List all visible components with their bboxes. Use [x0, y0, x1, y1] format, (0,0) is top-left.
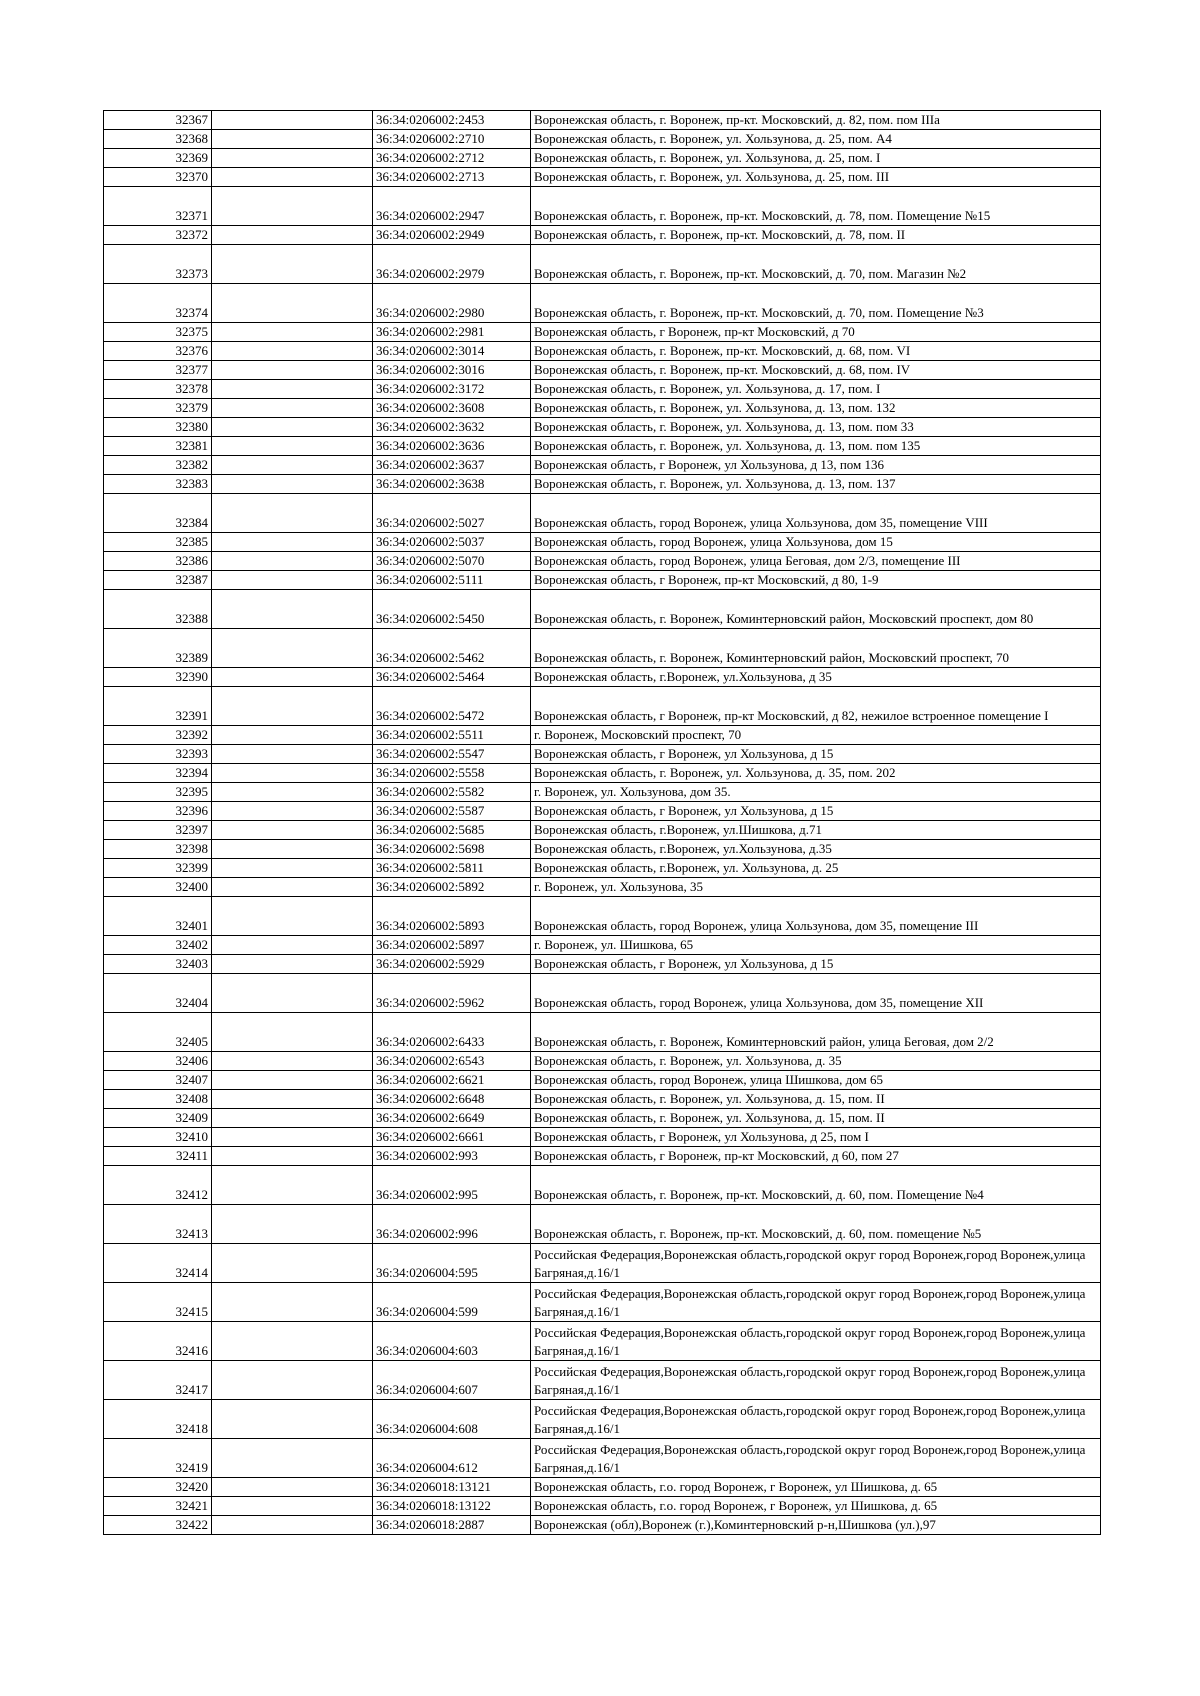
address-cell: Воронежская область, г. Воронеж, ул. Хользунова, д. 25, пом. III: [531, 168, 1101, 187]
address-cell: Воронежская область, г Воронеж, пр-кт Московский, д 82, нежилое встроенное помещение I: [531, 687, 1101, 726]
row-number-cell: 32386: [104, 552, 212, 571]
table-row: [104, 974, 1101, 1013]
empty-cell: [212, 1516, 373, 1535]
row-number-cell: 32384: [104, 494, 212, 533]
table-row: [104, 936, 1101, 955]
empty-cell: [212, 1478, 373, 1497]
empty-cell: [212, 494, 373, 533]
cadastral-number-cell: 36:34:0206002:5811: [373, 859, 531, 878]
empty-cell: [212, 149, 373, 168]
cadastral-number-cell: 36:34:0206004:603: [373, 1322, 531, 1361]
row-number-cell: 32390: [104, 668, 212, 687]
address-cell: Воронежская область, г. Воронеж, ул. Хользунова, д. 25, пом. А4: [531, 130, 1101, 149]
empty-cell: [212, 955, 373, 974]
empty-cell: [212, 187, 373, 226]
cadastral-number-cell: 36:34:0206002:5962: [373, 974, 531, 1013]
row-number-cell: 32367: [104, 111, 212, 130]
table-row: [104, 1244, 1101, 1283]
empty-cell: [212, 1109, 373, 1128]
empty-cell: [212, 821, 373, 840]
empty-cell: [212, 974, 373, 1013]
cadastral-number-cell: 36:34:0206018:13122: [373, 1497, 531, 1516]
cadastral-number-cell: 36:34:0206004:595: [373, 1244, 531, 1283]
row-number-cell: 32373: [104, 245, 212, 284]
table-row: [104, 590, 1101, 629]
cadastral-number-cell: 36:34:0206002:3638: [373, 475, 531, 494]
row-number-cell: 32381: [104, 437, 212, 456]
table-row: [104, 1283, 1101, 1322]
table-row: [104, 1361, 1101, 1400]
address-cell: Воронежская область, г. Воронеж, пр-кт. Московский, д. 70, пом. Магазин №2: [531, 245, 1101, 284]
row-number-cell: 32409: [104, 1109, 212, 1128]
empty-cell: [212, 897, 373, 936]
row-number-cell: 32410: [104, 1128, 212, 1147]
cadastral-number-cell: 36:34:0206002:5698: [373, 840, 531, 859]
empty-cell: [212, 571, 373, 590]
cadastral-number-cell: 36:34:0206002:3637: [373, 456, 531, 475]
cadastral-number-cell: 36:34:0206002:2981: [373, 323, 531, 342]
empty-cell: [212, 936, 373, 955]
table-row: [104, 1322, 1101, 1361]
table-row: [104, 687, 1101, 726]
address-cell: Воронежская область, г. Воронеж, пр-кт. Московский, д. 60, пом. помещение №5: [531, 1205, 1101, 1244]
table-row: [104, 187, 1101, 226]
empty-cell: [212, 533, 373, 552]
cadastral-number-cell: 36:34:0206002:5893: [373, 897, 531, 936]
cadastral-number-cell: 36:34:0206004:599: [373, 1283, 531, 1322]
address-cell: Воронежская область, г. Воронеж, пр-кт. Московский, д. 78, пом. Помещение №15: [531, 187, 1101, 226]
table-row: [104, 284, 1101, 323]
table-row: [104, 361, 1101, 380]
table-row: [104, 1166, 1101, 1205]
cadastral-number-cell: 36:34:0206002:5582: [373, 783, 531, 802]
table-row: [104, 1400, 1101, 1439]
table-row: [104, 437, 1101, 456]
row-number-cell: 32422: [104, 1516, 212, 1535]
cadastral-number-cell: 36:34:0206002:5027: [373, 494, 531, 533]
table-row: [104, 168, 1101, 187]
table-row: [104, 399, 1101, 418]
empty-cell: [212, 1244, 373, 1283]
empty-cell: [212, 783, 373, 802]
cadastral-number-cell: 36:34:0206002:6648: [373, 1090, 531, 1109]
address-cell: Воронежская область, г. Воронеж, ул. Хользунова, д. 17, пом. I: [531, 380, 1101, 399]
address-cell: Воронежская область, город Воронеж, улица Беговая, дом 2/3, помещение III: [531, 552, 1101, 571]
address-cell: Воронежская область, г. Воронеж, ул. Хользунова, д. 13, пом. 132: [531, 399, 1101, 418]
empty-cell: [212, 1128, 373, 1147]
row-number-cell: 32378: [104, 380, 212, 399]
empty-cell: [212, 552, 373, 571]
empty-cell: [212, 1147, 373, 1166]
empty-cell: [212, 840, 373, 859]
address-cell: Воронежская область, г.Воронеж, ул.Шишкова, д.71: [531, 821, 1101, 840]
cadastral-number-cell: 36:34:0206018:2887: [373, 1516, 531, 1535]
address-cell: Воронежская область, г. Воронеж, пр-кт. Московский, д. 78, пом. II: [531, 226, 1101, 245]
document-page: [103, 110, 1100, 1535]
address-cell: Воронежская область, город Воронеж, улица Хользунова, дом 35, помещение VIII: [531, 494, 1101, 533]
address-cell: Воронежская область, г. Воронеж, пр-кт. Московский, д. 68, пом. VI: [531, 342, 1101, 361]
row-number-cell: 32403: [104, 955, 212, 974]
table-row: [104, 1497, 1101, 1516]
row-number-cell: 32389: [104, 629, 212, 668]
address-cell: Воронежская область, город Воронеж, улица Хользунова, дом 35, помещение III: [531, 897, 1101, 936]
address-cell: Воронежская область, город Воронеж, улица Шишкова, дом 65: [531, 1071, 1101, 1090]
table-row: [104, 323, 1101, 342]
cadastral-number-cell: 36:34:0206018:13121: [373, 1478, 531, 1497]
address-cell: г. Воронеж, ул. Шишкова, 65: [531, 936, 1101, 955]
row-number-cell: 32375: [104, 323, 212, 342]
table-row: [104, 226, 1101, 245]
address-cell: Воронежская область, г. Воронеж, ул. Хользунова, д. 15, пом. II: [531, 1109, 1101, 1128]
cadastral-number-cell: 36:34:0206002:2949: [373, 226, 531, 245]
empty-cell: [212, 130, 373, 149]
address-cell: Воронежская область, г Воронеж, ул Хользунова, д 15: [531, 802, 1101, 821]
address-cell: Российская Федерация,Воронежская область,городской округ город Воронеж,город Воронеж,улица Багряная,д.16/1: [531, 1283, 1101, 1322]
cadastral-number-cell: 36:34:0206002:3014: [373, 342, 531, 361]
empty-cell: [212, 629, 373, 668]
address-cell: Воронежская область, г. Воронеж, пр-кт. Московский, д. 82, пом. пом IIIa: [531, 111, 1101, 130]
address-cell: Воронежская область, г.Воронеж, ул.Хользунова, д 35: [531, 668, 1101, 687]
table-row: [104, 245, 1101, 284]
empty-cell: [212, 323, 373, 342]
cadastral-number-cell: 36:34:0206002:3632: [373, 418, 531, 437]
address-cell: Воронежская область, г. Воронеж, пр-кт. Московский, д. 60, пом. Помещение №4: [531, 1166, 1101, 1205]
cadastral-number-cell: 36:34:0206002:5037: [373, 533, 531, 552]
row-number-cell: 32395: [104, 783, 212, 802]
table-row: [104, 1478, 1101, 1497]
empty-cell: [212, 168, 373, 187]
row-number-cell: 32411: [104, 1147, 212, 1166]
row-number-cell: 32370: [104, 168, 212, 187]
table-row: [104, 571, 1101, 590]
table-row: [104, 764, 1101, 783]
row-number-cell: 32379: [104, 399, 212, 418]
table-row: [104, 1439, 1101, 1478]
cadastral-number-cell: 36:34:0206002:5472: [373, 687, 531, 726]
empty-cell: [212, 1283, 373, 1322]
row-number-cell: 32402: [104, 936, 212, 955]
cadastral-number-cell: 36:34:0206002:5450: [373, 590, 531, 629]
table-row: [104, 668, 1101, 687]
address-cell: г. Воронеж, ул. Хользунова, дом 35.: [531, 783, 1101, 802]
address-cell: Российская Федерация,Воронежская область,городской округ город Воронеж,город Воронеж,улица Багряная,д.16/1: [531, 1322, 1101, 1361]
empty-cell: [212, 726, 373, 745]
empty-cell: [212, 380, 373, 399]
row-number-cell: 32377: [104, 361, 212, 380]
cadastral-number-cell: 36:34:0206002:5892: [373, 878, 531, 897]
address-cell: Воронежская область, г. Воронеж, ул. Хользунова, д. 13, пом. 137: [531, 475, 1101, 494]
row-number-cell: 32369: [104, 149, 212, 168]
empty-cell: [212, 1439, 373, 1478]
empty-cell: [212, 859, 373, 878]
address-cell: Воронежская область, г. Воронеж, ул. Хользунова, д. 35: [531, 1052, 1101, 1071]
address-cell: Российская Федерация,Воронежская область,городской округ город Воронеж,город Воронеж,улица Багряная,д.16/1: [531, 1400, 1101, 1439]
table-row: [104, 840, 1101, 859]
table-row: [104, 1071, 1101, 1090]
table-row: [104, 802, 1101, 821]
address-cell: Воронежская область, г Воронеж, пр-кт Московский, д 70: [531, 323, 1101, 342]
cadastral-number-cell: 36:34:0206002:5897: [373, 936, 531, 955]
table-row: [104, 1013, 1101, 1052]
empty-cell: [212, 111, 373, 130]
empty-cell: [212, 456, 373, 475]
address-cell: Воронежская область, г. Воронеж, пр-кт. Московский, д. 70, пом. Помещение №3: [531, 284, 1101, 323]
address-cell: Воронежская область, г. Воронеж, ул. Хользунова, д. 13, пом. пом 135: [531, 437, 1101, 456]
empty-cell: [212, 342, 373, 361]
empty-cell: [212, 437, 373, 456]
row-number-cell: 32416: [104, 1322, 212, 1361]
cadastral-number-cell: 36:34:0206002:6543: [373, 1052, 531, 1071]
row-number-cell: 32408: [104, 1090, 212, 1109]
table-row: [104, 533, 1101, 552]
cadastral-number-cell: 36:34:0206002:2453: [373, 111, 531, 130]
row-number-cell: 32394: [104, 764, 212, 783]
row-number-cell: 32421: [104, 1497, 212, 1516]
row-number-cell: 32393: [104, 745, 212, 764]
row-number-cell: 32407: [104, 1071, 212, 1090]
table-row: [104, 1205, 1101, 1244]
row-number-cell: 32388: [104, 590, 212, 629]
row-number-cell: 32400: [104, 878, 212, 897]
address-cell: Воронежская область, г Воронеж, ул Хользунова, д 13, пом 136: [531, 456, 1101, 475]
row-number-cell: 32415: [104, 1283, 212, 1322]
empty-cell: [212, 802, 373, 821]
empty-cell: [212, 1205, 373, 1244]
table-row: [104, 726, 1101, 745]
cadastral-number-cell: 36:34:0206002:2947: [373, 187, 531, 226]
row-number-cell: 32387: [104, 571, 212, 590]
table-row: [104, 418, 1101, 437]
address-cell: Воронежская область, г Воронеж, пр-кт Московский, д 80, 1-9: [531, 571, 1101, 590]
address-cell: Воронежская область, г Воронеж, ул Хользунова, д 15: [531, 955, 1101, 974]
cadastral-number-cell: 36:34:0206004:607: [373, 1361, 531, 1400]
row-number-cell: 32391: [104, 687, 212, 726]
table-row: [104, 130, 1101, 149]
empty-cell: [212, 418, 373, 437]
cadastral-number-cell: 36:34:0206002:2979: [373, 245, 531, 284]
row-number-cell: 32376: [104, 342, 212, 361]
empty-cell: [212, 1071, 373, 1090]
row-number-cell: 32397: [104, 821, 212, 840]
table-row: [104, 745, 1101, 764]
row-number-cell: 32398: [104, 840, 212, 859]
row-number-cell: 32380: [104, 418, 212, 437]
address-cell: Российская Федерация,Воронежская область,городской округ город Воронеж,город Воронеж,улица Багряная,д.16/1: [531, 1439, 1101, 1478]
table-row: [104, 475, 1101, 494]
empty-cell: [212, 1322, 373, 1361]
cadastral-number-cell: 36:34:0206002:6661: [373, 1128, 531, 1147]
address-cell: Воронежская область, г. Воронеж, ул. Хользунова, д. 15, пом. II: [531, 1090, 1101, 1109]
address-cell: Воронежская область, город Воронеж, улица Хользунова, дом 35, помещение XII: [531, 974, 1101, 1013]
table-row: [104, 342, 1101, 361]
table-row: [104, 1090, 1101, 1109]
row-number-cell: 32382: [104, 456, 212, 475]
table-row: [104, 897, 1101, 936]
empty-cell: [212, 1090, 373, 1109]
cadastral-number-cell: 36:34:0206004:608: [373, 1400, 531, 1439]
empty-cell: [212, 687, 373, 726]
cadastral-number-cell: 36:34:0206002:3636: [373, 437, 531, 456]
address-cell: Воронежская область, г Воронеж, ул Хользунова, д 25, пом I: [531, 1128, 1101, 1147]
table-row: [104, 629, 1101, 668]
cadastral-number-cell: 36:34:0206002:6621: [373, 1071, 531, 1090]
row-number-cell: 32396: [104, 802, 212, 821]
row-number-cell: 32414: [104, 1244, 212, 1283]
address-cell: Воронежская область, г.Воронеж, ул.Хользунова, д.35: [531, 840, 1101, 859]
address-cell: Воронежская область, город Воронеж, улица Хользунова, дом 15: [531, 533, 1101, 552]
cadastral-number-cell: 36:34:0206002:3608: [373, 399, 531, 418]
cadastral-number-cell: 36:34:0206002:3016: [373, 361, 531, 380]
cadastral-number-cell: 36:34:0206002:5462: [373, 629, 531, 668]
row-number-cell: 32401: [104, 897, 212, 936]
address-cell: Воронежская область, г.о. город Воронеж, г Воронеж, ул Шишкова, д. 65: [531, 1497, 1101, 1516]
cadastral-number-cell: 36:34:0206002:5111: [373, 571, 531, 590]
table-row: [104, 456, 1101, 475]
table-row: [104, 1147, 1101, 1166]
address-cell: Воронежская область, г. Воронеж, Коминтерновский район, Московский проспект, 70: [531, 629, 1101, 668]
cadastral-number-cell: 36:34:0206002:2710: [373, 130, 531, 149]
cadastral-number-cell: 36:34:0206002:5587: [373, 802, 531, 821]
row-number-cell: 32368: [104, 130, 212, 149]
cadastral-number-cell: 36:34:0206002:993: [373, 1147, 531, 1166]
row-number-cell: 32404: [104, 974, 212, 1013]
row-number-cell: 32392: [104, 726, 212, 745]
table-row: [104, 111, 1101, 130]
cadastral-number-cell: 36:34:0206004:612: [373, 1439, 531, 1478]
table-row: [104, 552, 1101, 571]
row-number-cell: 32420: [104, 1478, 212, 1497]
address-cell: г. Воронеж, Московский проспект, 70: [531, 726, 1101, 745]
address-cell: Воронежская область, г. Воронеж, ул. Хользунова, д. 35, пом. 202: [531, 764, 1101, 783]
table-row: [104, 494, 1101, 533]
empty-cell: [212, 245, 373, 284]
empty-cell: [212, 1013, 373, 1052]
cadastral-number-cell: 36:34:0206002:5464: [373, 668, 531, 687]
empty-cell: [212, 745, 373, 764]
address-cell: Воронежская область, г. Воронеж, ул. Хользунова, д. 25, пом. I: [531, 149, 1101, 168]
empty-cell: [212, 1166, 373, 1205]
empty-cell: [212, 361, 373, 380]
address-cell: Воронежская область, г Воронеж, ул Хользунова, д 15: [531, 745, 1101, 764]
cadastral-number-cell: 36:34:0206002:6649: [373, 1109, 531, 1128]
address-cell: Воронежская область, г. Воронеж, Коминтерновский район, Московский проспект, дом 80: [531, 590, 1101, 629]
address-cell: Воронежская область, г. Воронеж, ул. Хользунова, д. 13, пом. пом 33: [531, 418, 1101, 437]
table-row: [104, 1128, 1101, 1147]
row-number-cell: 32405: [104, 1013, 212, 1052]
cadastral-number-cell: 36:34:0206002:2713: [373, 168, 531, 187]
row-number-cell: 32371: [104, 187, 212, 226]
cadastral-number-cell: 36:34:0206002:5547: [373, 745, 531, 764]
empty-cell: [212, 226, 373, 245]
table-row: [104, 878, 1101, 897]
table-row: [104, 955, 1101, 974]
address-cell: Воронежская область, г Воронеж, пр-кт Московский, д 60, пом 27: [531, 1147, 1101, 1166]
table-row: [104, 1516, 1101, 1535]
address-cell: Российская Федерация,Воронежская область,городской округ город Воронеж,город Воронеж,улица Багряная,д.16/1: [531, 1244, 1101, 1283]
table-row: [104, 149, 1101, 168]
table-body: [104, 111, 1101, 1535]
table-row: [104, 859, 1101, 878]
cadastral-number-cell: 36:34:0206002:5511: [373, 726, 531, 745]
row-number-cell: 32385: [104, 533, 212, 552]
cadastral-number-cell: 36:34:0206002:3172: [373, 380, 531, 399]
cadastral-number-cell: 36:34:0206002:995: [373, 1166, 531, 1205]
table-row: [104, 1052, 1101, 1071]
table-row: [104, 1109, 1101, 1128]
address-cell: Воронежская область, г. Воронеж, Коминтерновский район, улица Беговая, дом 2/2: [531, 1013, 1101, 1052]
empty-cell: [212, 668, 373, 687]
cadastral-number-cell: 36:34:0206002:5070: [373, 552, 531, 571]
property-register-table: [103, 110, 1101, 1535]
cadastral-number-cell: 36:34:0206002:996: [373, 1205, 531, 1244]
table-row: [104, 380, 1101, 399]
empty-cell: [212, 878, 373, 897]
address-cell: Российская Федерация,Воронежская область,городской округ город Воронеж,город Воронеж,улица Багряная,д.16/1: [531, 1361, 1101, 1400]
empty-cell: [212, 475, 373, 494]
table-row: [104, 783, 1101, 802]
empty-cell: [212, 1361, 373, 1400]
empty-cell: [212, 1497, 373, 1516]
empty-cell: [212, 1400, 373, 1439]
empty-cell: [212, 399, 373, 418]
row-number-cell: 32418: [104, 1400, 212, 1439]
empty-cell: [212, 764, 373, 783]
address-cell: Воронежская (обл),Воронеж (г.),Коминтерновский р-н,Шишкова (ул.),97: [531, 1516, 1101, 1535]
row-number-cell: 32372: [104, 226, 212, 245]
row-number-cell: 32417: [104, 1361, 212, 1400]
address-cell: Воронежская область, г. Воронеж, пр-кт. Московский, д. 68, пом. IV: [531, 361, 1101, 380]
address-cell: Воронежская область, г.о. город Воронеж, г Воронеж, ул Шишкова, д. 65: [531, 1478, 1101, 1497]
row-number-cell: 32412: [104, 1166, 212, 1205]
empty-cell: [212, 284, 373, 323]
empty-cell: [212, 590, 373, 629]
address-cell: Воронежская область, г.Воронеж, ул. Хользунова, д. 25: [531, 859, 1101, 878]
cadastral-number-cell: 36:34:0206002:5929: [373, 955, 531, 974]
address-cell: г. Воронеж, ул. Хользунова, 35: [531, 878, 1101, 897]
empty-cell: [212, 1052, 373, 1071]
row-number-cell: 32374: [104, 284, 212, 323]
row-number-cell: 32413: [104, 1205, 212, 1244]
cadastral-number-cell: 36:34:0206002:5685: [373, 821, 531, 840]
row-number-cell: 32399: [104, 859, 212, 878]
cadastral-number-cell: 36:34:0206002:6433: [373, 1013, 531, 1052]
row-number-cell: 32383: [104, 475, 212, 494]
row-number-cell: 32419: [104, 1439, 212, 1478]
row-number-cell: 32406: [104, 1052, 212, 1071]
table-row: [104, 821, 1101, 840]
cadastral-number-cell: 36:34:0206002:2712: [373, 149, 531, 168]
cadastral-number-cell: 36:34:0206002:5558: [373, 764, 531, 783]
cadastral-number-cell: 36:34:0206002:2980: [373, 284, 531, 323]
